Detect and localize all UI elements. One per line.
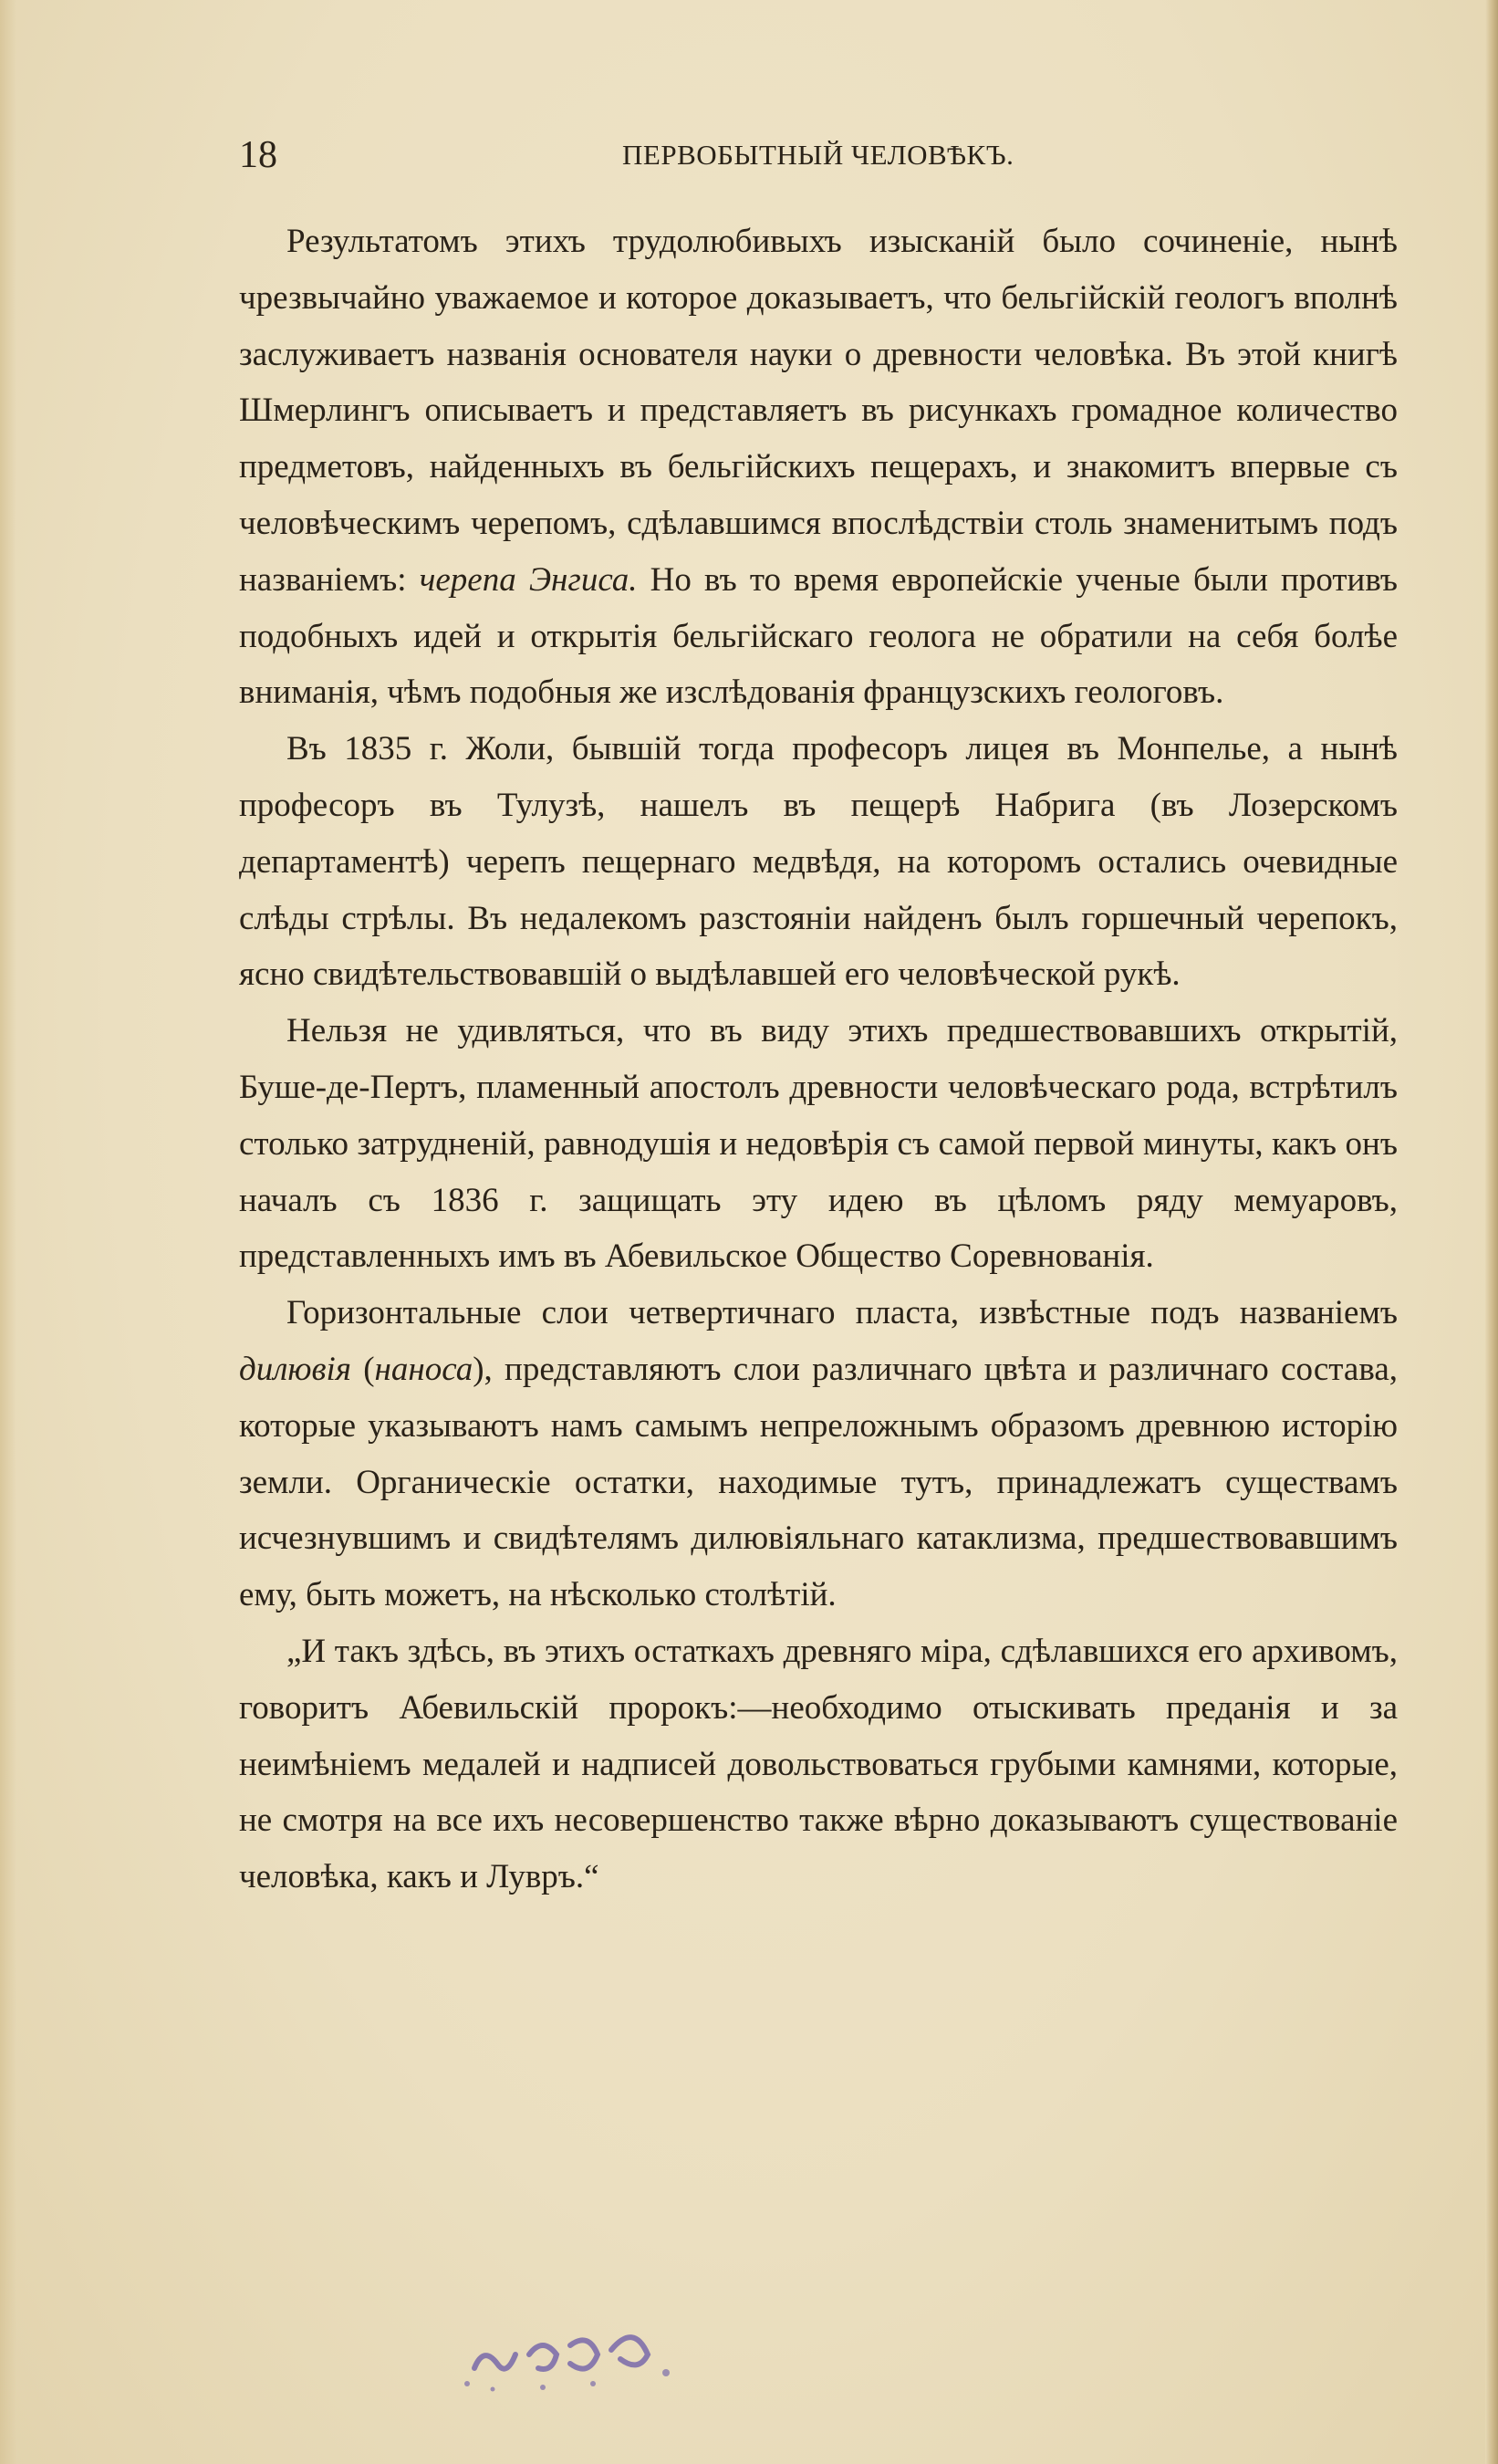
paragraph-2: Въ 1835 г. Жоли, бывшій тогда професоръ лицея въ Монпелье, а нынѣ професоръ въ Тулузѣ, нашелъ въ пещерѣ Набрига (въ Лозерскомъ департаментѣ) черепъ пещернаго медвѣдя, на которомъ остались очевидные слѣды стрѣлы. Въ недалекомъ разстояніи найденъ былъ горшечный черепокъ, ясно свидѣтельствовавшій о выдѣлавшей его человѣческой рукѣ. — [239, 730, 1398, 994]
running-title: ПЕРВОБЫТНЫЙ ЧЕЛОВѢКЪ. — [622, 139, 1014, 171]
ink-stamp-mark-icon — [456, 2318, 712, 2400]
page-header — [239, 128, 1398, 183]
paragraph-4 — [239, 1285, 1398, 1624]
italic-term-engis-skull: черепа Энгиса. — [419, 560, 638, 599]
body-text — [239, 214, 1398, 1905]
page-edge-right — [1485, 0, 1498, 2464]
page-edge-left — [0, 0, 16, 2464]
paragraph-1-text: Результатомъ этихъ трудолюбивыхъ изысканій было сочиненіе, нынѣ чрезвычайно уважаемое и которое доказываетъ, что бельгійскій геологъ вполнѣ заслуживаетъ названія основателя науки о древности человѣка. Въ этой книгѣ Шмерлингъ описываетъ и представляетъ въ рисункахъ громадное количество предметовъ, найденныхъ въ бельгійскихъ пещерахъ, и знакомитъ впервые съ человѣческимъ черепомъ, сдѣлавшимся впослѣдствіи столь знаменитымъ подъ названіемъ: — [239, 223, 1398, 599]
page-number: 18 — [239, 134, 277, 176]
paragraph-1-text-continued: Но въ то время европейскіе ученые были противъ подобныхъ идей и открытія бельгійскаго геолога не обратили на себя болѣе вниманія, чѣмъ подобныя же изслѣдованія французскихъ геологовъ. — [239, 560, 1399, 712]
paragraph-4-text-continued: ), представляютъ слои различнаго цвѣта и различнаго состава, которые указываютъ намъ самымъ непреложнымъ образомъ древнюю исторію земли. Органическіе остатки, находимые тутъ, принадлежатъ существамъ исчезнувшимъ и свидѣтелямъ дилювіяльнаго катаклизма, предшествовавшимъ ему, быть можетъ, на нѣсколько столѣтій. — [239, 1350, 1398, 1614]
paragraph-4-text: Горизонтальные слои четвертичнаго пласта, извѣстные подъ названіемъ — [286, 1294, 1398, 1332]
paragraph-3: Нельзя не удивляться, что въ виду этихъ предшествовавшихъ открытій, Буше-де-Пертъ, пламенный апостолъ древности человѣческаго рода, встрѣтилъ столько затрудненій, равнодушія и недовѣрія съ самой первой минуты, какъ онъ началъ съ 1836 г. защищать эту идею въ цѣломъ ряду мемуаровъ, представленныхъ имъ въ Абевильское Общество Соревнованія. — [239, 1012, 1398, 1276]
paragraph-4-paren: ( — [350, 1350, 375, 1388]
italic-term-diluvium: дилювія — [239, 1350, 351, 1388]
paragraph-1 — [239, 214, 1398, 721]
italic-term-nanos: наноса — [374, 1350, 473, 1388]
paragraph-5: „И такъ здѣсь, въ этихъ остаткахъ древняго міра, сдѣлавшихся его архивомъ, говоритъ Абевильскій пророкъ:—необходимо отыскивать преданія и за неимѣніемъ медалей и надписей довольствоваться грубыми камнями, которые, не смотря на все ихъ несовершенство также вѣрно доказываютъ существованіе человѣка, какъ и Лувръ.“ — [239, 1632, 1398, 1896]
